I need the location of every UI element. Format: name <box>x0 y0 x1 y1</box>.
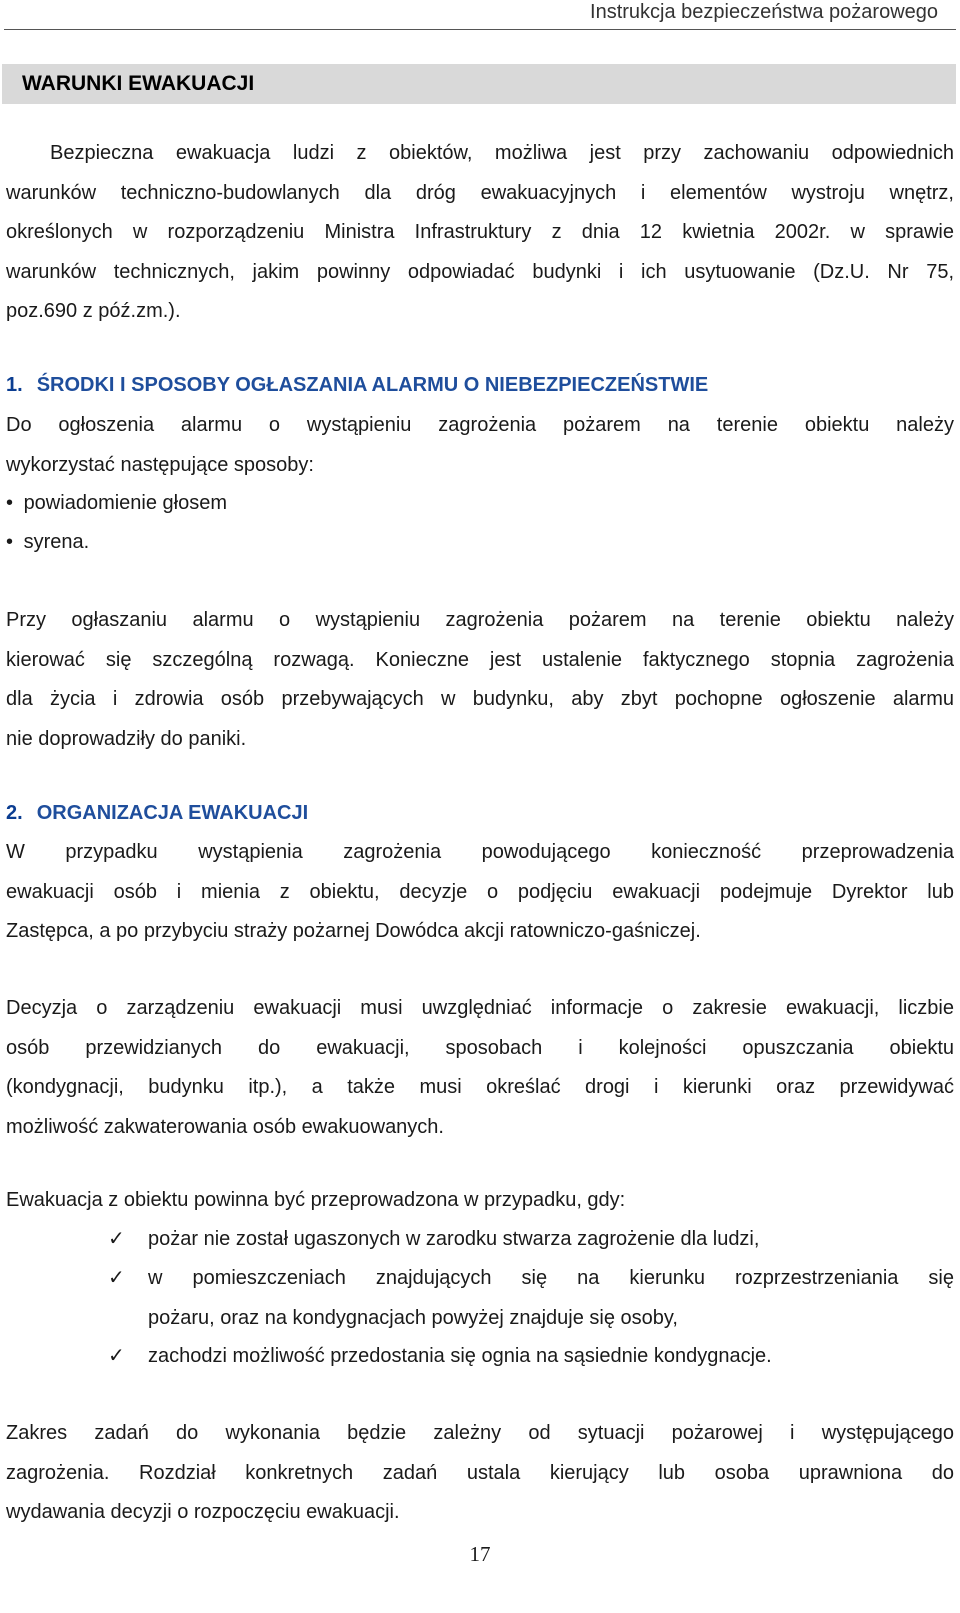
bullet-icon: • <box>6 492 14 514</box>
checklist-text: pożaru, oraz na kondygnacjach powyżej znajduje się osoby, <box>148 1306 678 1329</box>
bullet-item <box>6 523 89 563</box>
paragraph-line: ewakuacji osób i mienia z obiektu, decyzje o podjęciu ewakuacji podejmuje Dyrektor lub <box>6 880 954 903</box>
bullet-text: syrena. <box>23 531 90 553</box>
section-1-paragraph <box>6 406 954 485</box>
header-divider <box>4 29 956 30</box>
section-2-heading <box>6 794 308 834</box>
section-1-heading <box>6 366 708 406</box>
running-header: Instrukcja bezpieczeństwa pożarowego <box>590 1 938 23</box>
bullet-icon: • <box>6 531 14 553</box>
paragraph-line: W przypadku wystąpienia zagrożenia powodującego konieczność przeprowadzenia <box>6 841 954 863</box>
paragraph-line: możliwość zakwaterowania osób ewakuowanych. <box>6 1115 444 1138</box>
intro-paragraph <box>6 134 954 332</box>
section-2-title: ORGANIZACJA EWAKUACJI <box>36 802 309 824</box>
checklist-text: pożar nie został ugaszonych w zarodku stwarza zagrożenie dla ludzi, <box>148 1228 760 1250</box>
intro-line: Bezpieczna ewakuacja ludzi z obiektów, możliwa jest przy zachowaniu odpowiednich <box>50 142 954 164</box>
paragraph-line: wydawania decyzji o rozpoczęciu ewakuacji. <box>6 1501 400 1524</box>
intro-line: warunków techniczno-budowlanych dla dróg ewakuacyjnych i elementów wystroju wnętrz, <box>6 181 954 204</box>
paragraph-line: kierować się szczególną rozwagą. Konieczne jest ustalenie faktycznego stopnia zagrożenia <box>6 648 954 671</box>
paragraph-line: dla życia i zdrowia osób przebywających w budynku, aby zbyt pochopne ogłoszenie alarmu <box>6 688 954 711</box>
paragraph-line: Ewakuacja z obiektu powinna być przeprowadzona w przypadku, gdy: <box>6 1189 626 1211</box>
paragraph-line: wykorzystać następujące sposoby: <box>6 453 314 476</box>
paragraph-line: (kondygnacji, budynku itp.), a także musi określać drogi i kierunki oraz przewidywać <box>6 1076 954 1099</box>
section-2-number: 2. <box>6 802 23 824</box>
paragraph-line: nie doprowadziły do paniki. <box>6 727 247 750</box>
section-2-paragraph-2 <box>6 989 954 1147</box>
checklist-text: w pomieszczeniach znajdujących się na kierunku rozprzestrzeniania się <box>148 1267 954 1289</box>
paragraph-line: osób przewidzianych do ewakuacji, sposobach i kolejności opuszczania obiektu <box>6 1036 954 1059</box>
section-2-paragraph-1 <box>6 833 954 952</box>
checklist-text: zachodzi możliwość przedostania się ognia na sąsiednie kondygnacje. <box>148 1345 772 1367</box>
section-2-paragraph-3 <box>6 1181 954 1221</box>
intro-line: określonych w rozporządzeniu Ministra Infrastruktury z dnia 12 kwietnia 2002r. w sprawie <box>6 221 954 244</box>
bullet-item <box>6 484 227 524</box>
section-1-number: 1. <box>6 374 23 396</box>
paragraph-line: zagrożenia. Rozdział konkretnych zadań ustala kierujący lub osoba uprawniona do <box>6 1461 954 1484</box>
paragraph-line: Do ogłoszenia alarmu o wystąpieniu zagrożenia pożarem na terenie obiektu należy <box>6 414 954 436</box>
intro-line: poz.690 z póź.zm.). <box>6 300 181 323</box>
section-1-paragraph-2 <box>6 601 954 759</box>
bullet-text: powiadomienie głosem <box>23 492 228 514</box>
checkmark-icon: ✓ <box>108 1345 125 1367</box>
section-title: WARUNKI EWAKUACJI <box>22 72 255 95</box>
paragraph-line: Decyzja o zarządzeniu ewakuacji musi uwzględniać informacje o zakresie ewakuacji, liczbie <box>6 997 954 1019</box>
intro-line: warunków technicznych, jakim powinny odpowiadać budynki i ich usytuowanie (Dz.U. Nr 75, <box>6 260 954 283</box>
section-title-bar <box>2 64 956 104</box>
checkmark-icon: ✓ <box>108 1228 125 1250</box>
checkmark-icon: ✓ <box>108 1267 125 1289</box>
paragraph-line: Zastępca, a po przybyciu straży pożarnej Dowódca akcji ratowniczo-gaśniczej. <box>6 920 701 943</box>
section-1-title: ŚRODKI I SPOSOBY OGŁASZANIA ALARMU O NIEBEZPIECZEŃSTWIE <box>36 374 709 396</box>
paragraph-line: Przy ogłaszaniu alarmu o wystąpieniu zagrożenia pożarem na terenie obiektu należy <box>6 609 954 631</box>
paragraph-line: Zakres zadań do wykonania będzie zależny od sytuacji pożarowej i występującego <box>6 1422 954 1444</box>
section-2-paragraph-4 <box>6 1414 954 1533</box>
page-number: 17 <box>469 1542 491 1566</box>
